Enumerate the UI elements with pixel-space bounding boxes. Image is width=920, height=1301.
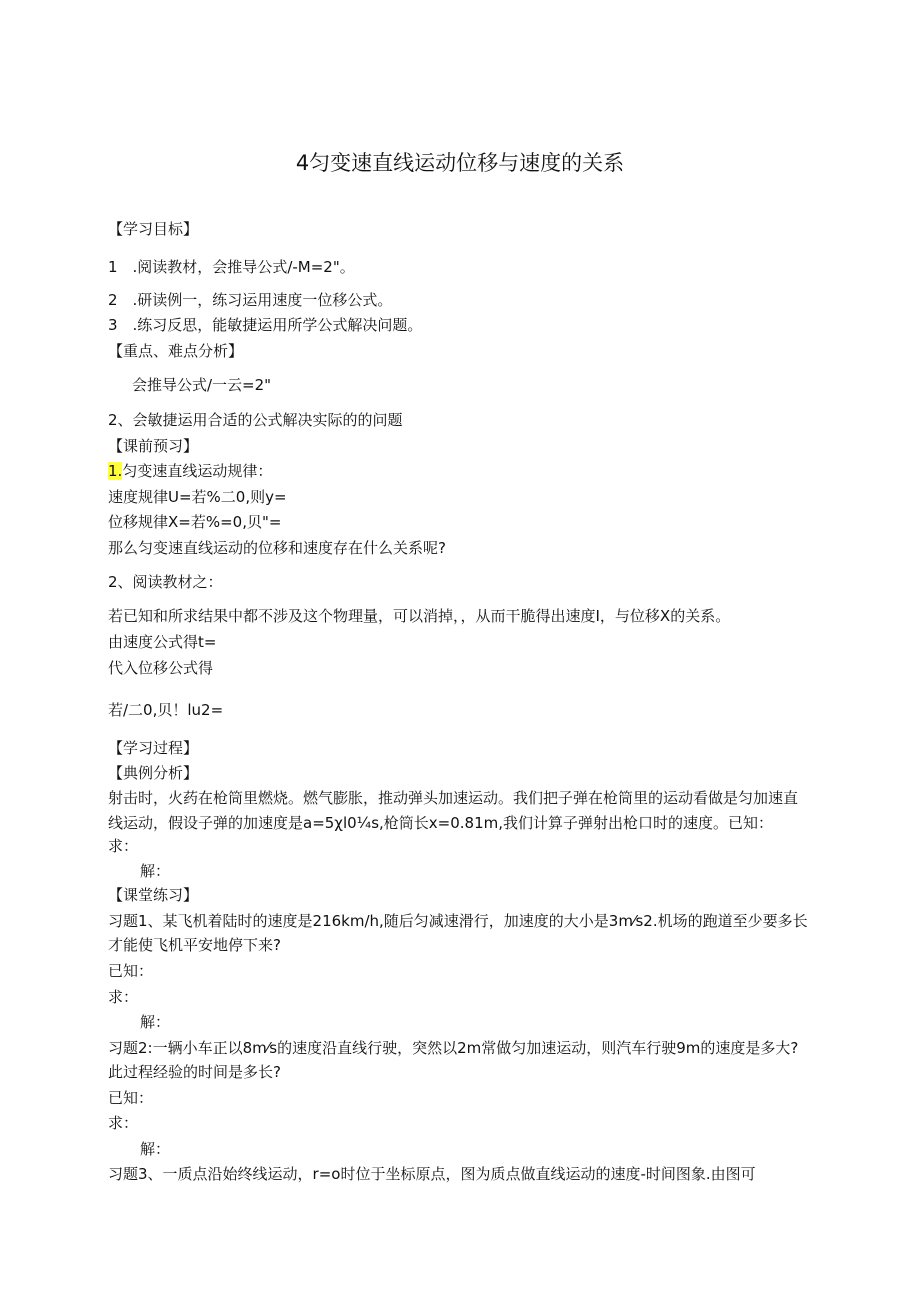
goal-item: 1 .阅读教材，会推导公式/-M=2"。 xyxy=(108,258,355,276)
preview-line: 2、阅读教材之： xyxy=(108,573,223,591)
practice-line: 解： xyxy=(140,1013,171,1031)
preview-line: 若/二0,贝！lu2= xyxy=(108,701,224,719)
practice-line: 已知： xyxy=(108,962,154,980)
preview-line: 速度规律U=若%二0,则y= xyxy=(108,488,287,506)
section-header-keypoints: 【重点、难点分析】 xyxy=(108,342,244,360)
practice-line: 求： xyxy=(108,1114,139,1132)
practice-line: 习题1、某飞机着陆时的速度是216km/h,随后匀减速滑行，加速度的大小是3m⁄s2.机场的跑道至少要多长 xyxy=(108,912,808,930)
practice-line: 习题3、一质点沿始终线运动，r=o时位于坐标原点，图为质点做直线运动的速度-时间图象.由图可 xyxy=(108,1165,756,1183)
example-line: 线运动，假设子弹的加速度是a=5χl0¼s,枪筒长x=0.81m,我们计算子弹射出枪口时的速度。已知： xyxy=(108,814,774,832)
highlight-marker: 1. xyxy=(108,462,123,480)
preview-line: 那么匀变速直线运动的位移和速度存在什么关系呢? xyxy=(108,539,446,557)
practice-line: 习题2:一辆小车正以8m⁄s的速度沿直线行驶，突然以2m常做匀加速运动，则汽车行驶9m的速度是多大? xyxy=(108,1039,799,1057)
example-line: 射击时，火药在枪筒里燃烧。燃气膨胀，推动弹头加速运动。我们把子弹在枪筒里的运动看做是匀加速直 xyxy=(108,789,799,807)
preview-line: 代入位移公式得 xyxy=(108,659,214,677)
section-header-practice: 【课堂练习】 xyxy=(108,886,199,904)
keypoint-item: 2、会敏捷运用合适的公式解决实际的的问题 xyxy=(108,411,403,429)
preview-line: 若已知和所求结果中都不涉及这个物理量，可以消掉，，从而干脆得出速度I，与位移X的关系。 xyxy=(108,607,731,625)
practice-line: 解： xyxy=(140,1140,171,1158)
practice-line: 求： xyxy=(108,988,139,1006)
section-header-preview: 【课前预习】 xyxy=(108,437,199,455)
section-header-goals: 【学习目标】 xyxy=(108,220,199,238)
practice-line: 已知： xyxy=(108,1089,154,1107)
section-header-example: 【典例分析】 xyxy=(108,764,199,782)
preview-item-1-text: 匀变速直线运动规律： xyxy=(122,462,273,480)
practice-line: 才能使飞机平安地停下来? xyxy=(108,936,281,954)
goal-item: 2 .研读例一，练习运用速度一位移公式。 xyxy=(108,291,393,309)
preview-line: 位移规律X=若%=0,贝"= xyxy=(108,513,282,531)
example-line: 求： xyxy=(108,837,139,855)
keypoint-item: 会推导公式/一云=2" xyxy=(132,376,272,394)
goal-item: 3 .练习反思，能敏捷运用所学公式解决问题。 xyxy=(108,316,423,334)
example-line: 解： xyxy=(140,862,171,880)
section-header-process: 【学习过程】 xyxy=(108,739,199,757)
preview-line: 由速度公式得t= xyxy=(108,633,217,651)
preview-item-1 xyxy=(108,461,272,481)
document-title: 4匀变速直线运动位移与速度的关系 xyxy=(295,151,625,175)
practice-line: 此过程经验的时间是多长? xyxy=(108,1063,281,1081)
